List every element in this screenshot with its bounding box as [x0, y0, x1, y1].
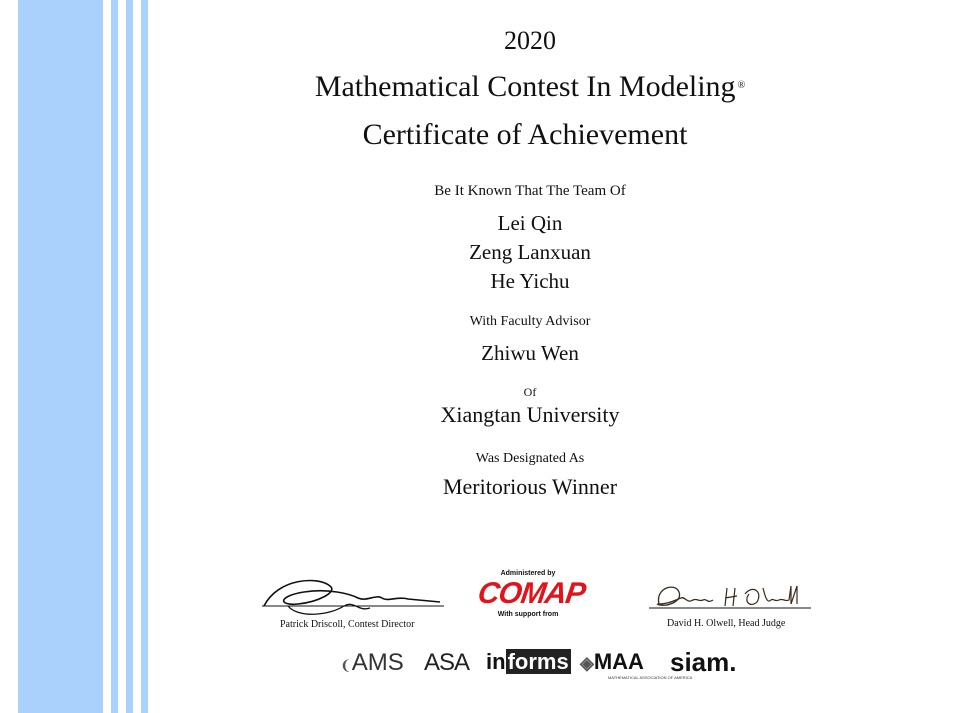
siam-logo: siam.	[670, 647, 737, 677]
of-label: Of	[523, 385, 537, 399]
decorative-stripe-3	[141, 0, 148, 713]
decorative-stripe-wide	[18, 0, 103, 713]
team-member: Zeng Lanxuan	[469, 240, 591, 264]
informs-logo-part-1: in	[486, 649, 506, 674]
university-name: Xiangtan University	[440, 402, 620, 427]
ams-logo	[340, 649, 404, 677]
maa-subtitle: MATHEMATICAL ASSOCIATION OF AMERICA	[608, 675, 693, 680]
advisor-label: With Faculty Advisor	[469, 314, 591, 329]
team-member: He Yichu	[490, 269, 570, 293]
contest-name-text: Mathematical Contest In Modeling	[314, 70, 736, 103]
support-from: With support from	[497, 611, 559, 618]
decorative-stripe-2	[126, 0, 133, 713]
registered-mark: ®	[737, 80, 746, 91]
asa-logo: ASA	[424, 649, 470, 676]
maa-logo-text: MAA	[593, 649, 644, 674]
sponsor-logos	[340, 645, 750, 681]
maa-emblem-icon: ◈	[580, 653, 594, 673]
ams-emblem-icon: ❨	[340, 657, 352, 673]
team-member: Lei Qin	[497, 211, 563, 235]
contest-name	[170, 70, 890, 104]
administered-by: Administered by	[500, 570, 556, 577]
director-caption: Patrick Driscoll, Contest Director	[280, 619, 415, 630]
judge-signature	[645, 574, 815, 632]
known-line: Be It Known That The Team Of	[434, 183, 626, 199]
informs-logo	[486, 649, 571, 675]
informs-logo-part-2: forms	[507, 649, 569, 674]
maa-logo	[580, 649, 644, 675]
decorative-stripe-1	[111, 0, 118, 713]
comap-logo-block	[475, 570, 588, 636]
comap-logo: COMAP	[475, 577, 588, 610]
certificate-year: 2020	[504, 26, 556, 55]
judge-caption: David H. Olwell, Head Judge	[667, 618, 786, 629]
ams-logo-text: AMS	[351, 649, 404, 676]
award-title: Meritorious Winner	[442, 474, 618, 499]
certificate-title: Certificate of Achievement	[362, 118, 688, 151]
team-members	[170, 209, 890, 296]
director-signature	[258, 572, 448, 634]
designated-label: Was Designated As	[475, 451, 585, 466]
advisor-name: Zhiwu Wen	[481, 341, 579, 365]
